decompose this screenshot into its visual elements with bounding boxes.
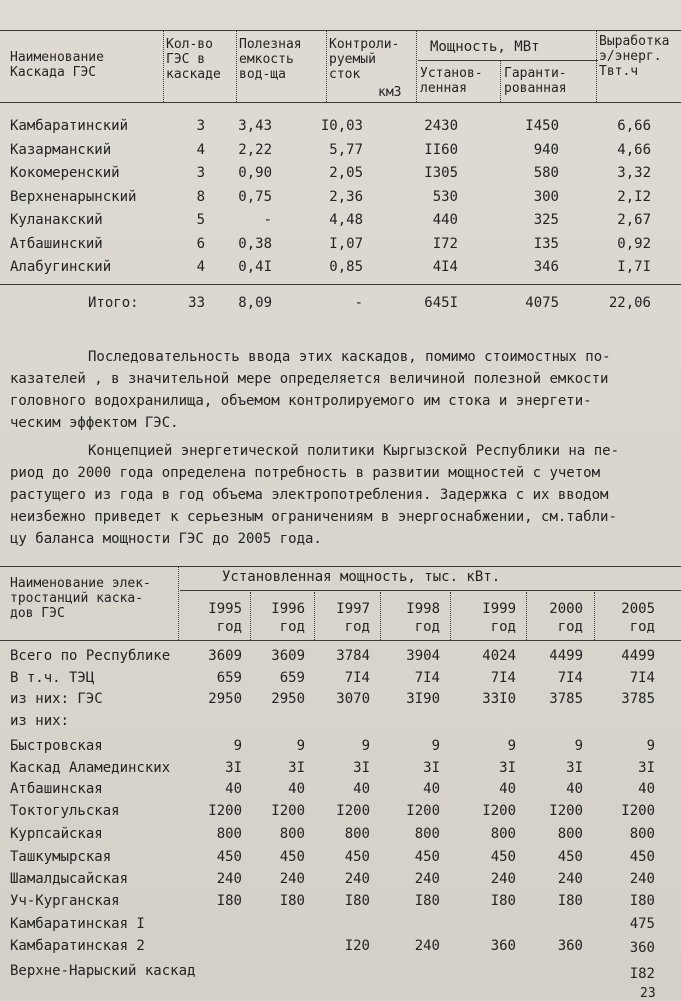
capacity-cell: 9 — [296, 738, 305, 754]
year-unit: год — [414, 619, 440, 635]
capacity-cell: 7I4 — [490, 670, 516, 686]
cell-count: 6 — [196, 236, 205, 252]
table2-col-divider — [450, 592, 451, 640]
capacity-cell: 3609 — [208, 648, 242, 664]
cell-cap: 0,4I — [238, 259, 272, 275]
capacity-cell: 450 — [216, 849, 242, 865]
cell-guar: 300 — [533, 189, 559, 205]
capacity-cell: I200 — [621, 803, 655, 819]
capacity-cell: 240 — [279, 871, 305, 887]
paragraph-2 — [10, 440, 619, 550]
capacity-cell: 3070 — [336, 691, 370, 707]
station-name: Токтогульская — [10, 803, 120, 819]
capacity-cell: 9 — [507, 738, 516, 754]
cascade-name: Алабугинский — [10, 259, 112, 275]
capacity-cell: 40 — [423, 781, 440, 797]
capacity-cell: 2950 — [271, 691, 305, 707]
cell-flow: I,07 — [329, 236, 363, 252]
capacity-cell: 40 — [566, 781, 583, 797]
capacity-cell: 475 — [629, 916, 655, 932]
station-name: Уч-Курганская — [10, 893, 120, 909]
capacity-cell: I80 — [629, 893, 655, 909]
capacity-cell: 9 — [361, 738, 370, 754]
cell-inst: II60 — [424, 142, 458, 158]
capacity-cell: 7I4 — [344, 670, 370, 686]
table1-power-rule — [418, 60, 598, 61]
cell-guar: 940 — [533, 142, 559, 158]
text-line: растущего из года в год объема электропотребления. Задержка с их вводом — [10, 487, 609, 503]
capacity-cell: 4499 — [549, 648, 583, 664]
station-name: Камбаратинская 2 — [10, 938, 145, 954]
text-line: неизбежно приведет к серьезным ограничениям в энергоснабжении, см.табли- — [10, 509, 617, 525]
cascade-name: Верхненарынский — [10, 189, 137, 205]
year-header: I996 — [271, 601, 305, 617]
cell-inst: I305 — [424, 165, 458, 181]
year-header: 2005 — [621, 601, 655, 617]
year-unit: год — [279, 619, 305, 635]
header-line: Каскада ГЭС — [10, 65, 97, 80]
capacity-cell: 450 — [557, 849, 583, 865]
cell-inst: 2430 — [424, 118, 458, 134]
cell-guar: 580 — [533, 165, 559, 181]
cell-count: 4 — [196, 142, 205, 158]
table2-group-rule — [180, 590, 681, 591]
capacity-cell: 3I — [288, 760, 305, 776]
capacity-cell: 33I0 — [482, 691, 516, 707]
capacity-cell: 3609 — [271, 648, 305, 664]
station-name: Камбаратинская I — [10, 916, 145, 932]
capacity-cell: 3784 — [336, 648, 370, 664]
capacity-cell: 240 — [216, 871, 242, 887]
capacity-cell: 9 — [574, 738, 583, 754]
cell-flow: 2,05 — [329, 165, 363, 181]
cell-flow: I0,03 — [320, 118, 363, 134]
capacity-cell: I20 — [344, 938, 370, 954]
header-line: Выработка — [599, 34, 670, 49]
capacity-cell: 240 — [344, 871, 370, 887]
table1-header-count — [166, 37, 221, 82]
capacity-cell: 4024 — [482, 648, 516, 664]
table1-header-rule — [0, 102, 681, 103]
cell-inst: I72 — [432, 236, 458, 252]
cell-count: 33 — [188, 295, 205, 311]
station-name: Атбашинская — [10, 781, 103, 797]
capacity-cell: 40 — [499, 781, 516, 797]
capacity-cell: 800 — [216, 826, 242, 842]
cell-flow: - — [354, 295, 363, 311]
cell-inst: 440 — [432, 212, 458, 228]
header-line: Кол-во — [166, 37, 213, 52]
cell-cap: 8,09 — [238, 295, 272, 311]
table1-top-rule — [0, 30, 681, 31]
cascade-name: Куланакский — [10, 212, 103, 228]
station-name: Курпсайская — [10, 826, 103, 842]
capacity-cell: 800 — [344, 826, 370, 842]
capacity-cell: 450 — [414, 849, 440, 865]
header-line: рованная — [504, 81, 567, 96]
cell-cap: 0,38 — [238, 236, 272, 252]
cell-count: 8 — [196, 189, 205, 205]
capacity-cell: 450 — [279, 849, 305, 865]
table1-header-installed — [420, 66, 483, 96]
capacity-cell: 800 — [490, 826, 516, 842]
text-line: Последовательность ввода этих каскадов, помимо стоимостных по- — [88, 349, 611, 365]
table2-col-divider — [526, 592, 527, 640]
cell-flow: 2,36 — [329, 189, 363, 205]
cascade-name: Атбашинский — [10, 236, 103, 252]
year-unit: год — [216, 619, 242, 635]
capacity-cell: 450 — [344, 849, 370, 865]
capacity-cell: I80 — [279, 893, 305, 909]
year-unit: год — [344, 619, 370, 635]
station-name: из них: — [10, 713, 70, 729]
table1-col-divider — [596, 30, 597, 102]
capacity-cell: 360 — [557, 938, 583, 954]
table1-col-divider — [236, 30, 237, 102]
year-header: I997 — [336, 601, 370, 617]
table2-col-divider — [380, 592, 381, 640]
station-name: Всего по Республике — [10, 648, 171, 664]
year-unit: год — [557, 619, 583, 635]
header-line: тростанций каска- — [10, 591, 144, 606]
capacity-cell: 3I — [225, 760, 242, 776]
cell-cap: 2,22 — [238, 142, 272, 158]
text-line: головного водохранилища, объемом контролируемого им стока и энергети- — [10, 393, 592, 409]
capacity-cell: 240 — [414, 871, 440, 887]
table2-header-name — [10, 576, 151, 621]
table1-col-divider — [500, 60, 501, 102]
capacity-cell: 3I — [353, 760, 370, 776]
capacity-cell: I80 — [344, 893, 370, 909]
capacity-cell: 800 — [279, 826, 305, 842]
capacity-cell: I200 — [482, 803, 516, 819]
table1-header-guaranteed — [504, 66, 567, 96]
header-line: Наименование элек- — [10, 576, 151, 591]
cell-inst: 530 — [432, 189, 458, 205]
table2-top-rule — [0, 566, 681, 567]
year-header: I999 — [482, 601, 516, 617]
capacity-cell: 800 — [629, 826, 655, 842]
header-line: Установ- — [420, 66, 483, 81]
cell-guar: 346 — [533, 259, 559, 275]
station-name: Ташкумырская — [10, 849, 112, 865]
header-line: ГЭС в — [166, 52, 206, 67]
cell-flow: 4,48 — [329, 212, 363, 228]
cell-guar: I450 — [525, 118, 559, 134]
capacity-cell: I200 — [208, 803, 242, 819]
station-name: Быстровская — [10, 738, 103, 754]
capacity-cell: 3I — [499, 760, 516, 776]
capacity-cell: I82 — [629, 966, 655, 982]
table2-header-group: Установленная мощность, тыс. кВт. — [222, 569, 501, 585]
table1-header-output — [599, 34, 669, 79]
header-line: руемый — [329, 52, 376, 67]
capacity-cell: 800 — [414, 826, 440, 842]
capacity-cell: 800 — [557, 826, 583, 842]
paragraph-1 — [10, 346, 611, 434]
station-name: Верхне-Нарыский каскад — [10, 963, 196, 979]
capacity-cell: 659 — [216, 670, 242, 686]
capacity-cell: 40 — [225, 781, 242, 797]
cell-out: 6,66 — [617, 118, 651, 134]
year-header: I998 — [406, 601, 440, 617]
capacity-cell: 360 — [490, 938, 516, 954]
table2-col-divider — [594, 592, 595, 640]
capacity-cell: I200 — [406, 803, 440, 819]
header-line: емкость — [239, 52, 294, 67]
capacity-cell: 3785 — [621, 691, 655, 707]
cell-inst: 4I4 — [432, 259, 458, 275]
cell-guar: I35 — [533, 236, 559, 252]
capacity-cell: I80 — [490, 893, 516, 909]
cell-count: 3 — [196, 118, 205, 134]
capacity-cell: 40 — [353, 781, 370, 797]
capacity-cell: 40 — [638, 781, 655, 797]
cascade-name: Камбаратинский — [10, 118, 129, 134]
header-line: Наименование — [10, 50, 104, 65]
capacity-cell: 240 — [557, 871, 583, 887]
capacity-cell: I200 — [271, 803, 305, 819]
header-line: сток — [329, 67, 361, 82]
table1-body-rule — [0, 284, 681, 285]
capacity-cell: 3I90 — [406, 691, 440, 707]
header-line: Контроли- — [329, 37, 400, 52]
cell-count: 5 — [196, 212, 205, 228]
header-line: ленная — [420, 81, 467, 96]
text-line: риод до 2000 года определена потребность в развитии мощностей с учетом — [10, 465, 601, 481]
capacity-cell: 659 — [279, 670, 305, 686]
cell-cap: - — [263, 212, 272, 228]
text-line: цу баланса мощности ГЭС до 2005 года. — [10, 531, 322, 547]
cell-flow: 0,85 — [329, 259, 363, 275]
capacity-cell: 240 — [629, 871, 655, 887]
capacity-cell: I200 — [336, 803, 370, 819]
cell-out: 2,67 — [617, 212, 651, 228]
year-unit: год — [490, 619, 516, 635]
table2-col-divider — [178, 566, 179, 640]
table1-header-capacity — [239, 37, 302, 82]
text-line: Концепцией энергетической политики Кыргызской Республики на пе- — [88, 443, 620, 459]
header-line: Полезная — [239, 37, 302, 52]
table1-col-divider — [163, 30, 164, 102]
capacity-cell: 2950 — [208, 691, 242, 707]
table2-col-divider — [314, 592, 315, 640]
capacity-cell: 3I — [423, 760, 440, 776]
station-name: из них: ГЭС — [10, 691, 103, 707]
capacity-cell: 450 — [629, 849, 655, 865]
table2-header-rule — [0, 640, 681, 641]
text-line: ческим эффектом ГЭС. — [10, 415, 179, 431]
cell-cap: 3,43 — [238, 118, 272, 134]
capacity-cell: 240 — [414, 938, 440, 954]
year-header: 2000 — [549, 601, 583, 617]
cascade-name: Кокомеренский — [10, 165, 120, 181]
table1-header-flow-unit: км3 — [378, 85, 402, 100]
capacity-cell: 4499 — [621, 648, 655, 664]
cell-out: 4,66 — [617, 142, 651, 158]
cell-guar: 325 — [533, 212, 559, 228]
cell-out: 2,I2 — [617, 189, 651, 205]
cell-count: 3 — [196, 165, 205, 181]
capacity-cell: 9 — [431, 738, 440, 754]
cell-inst: 645I — [424, 295, 458, 311]
header-line: вод-ща — [239, 67, 286, 82]
cell-cap: 0,75 — [238, 189, 272, 205]
year-unit: год — [629, 619, 655, 635]
text-line: казателей , в значительной мере определяется величиной полезной емкости — [10, 371, 609, 387]
cascade-name: Казарманский — [10, 142, 112, 158]
header-line: э/энерг. — [599, 49, 662, 64]
cell-flow: 5,77 — [329, 142, 363, 158]
cell-out: 0,92 — [617, 236, 651, 252]
header-line: каскаде — [166, 67, 221, 82]
station-name: В т.ч. ТЭЦ — [10, 670, 95, 686]
cell-out: I,7I — [617, 259, 651, 275]
station-name: Каскад Аламединских — [10, 760, 171, 776]
total-label: Итого: — [88, 295, 139, 311]
cell-out: 22,06 — [608, 295, 651, 311]
table2-col-divider — [250, 592, 251, 640]
capacity-cell: 7I4 — [414, 670, 440, 686]
table1-header-power: Мощность, МВт — [430, 39, 540, 55]
capacity-cell: 240 — [490, 871, 516, 887]
header-line: дов ГЭС — [10, 606, 65, 621]
capacity-cell: 7I4 — [557, 670, 583, 686]
table1-col-divider — [326, 30, 327, 102]
table1-col-divider — [416, 30, 417, 102]
cell-count: 4 — [196, 259, 205, 275]
capacity-cell: 40 — [288, 781, 305, 797]
cell-cap: 0,90 — [238, 165, 272, 181]
capacity-cell: 7I4 — [629, 670, 655, 686]
cell-out: 3,32 — [617, 165, 651, 181]
capacity-cell: I80 — [557, 893, 583, 909]
header-line: Твт.ч — [599, 64, 639, 79]
table1-header-flow — [329, 37, 399, 82]
page-number: 23 — [640, 986, 656, 1001]
header-line: Гаранти- — [504, 66, 567, 81]
capacity-cell: I200 — [549, 803, 583, 819]
capacity-cell: 360 — [629, 940, 655, 956]
capacity-cell: 3I — [638, 760, 655, 776]
capacity-cell: 3904 — [406, 648, 440, 664]
capacity-cell: 9 — [646, 738, 655, 754]
cell-guar: 4075 — [525, 295, 559, 311]
year-header: I995 — [208, 601, 242, 617]
capacity-cell: 450 — [490, 849, 516, 865]
capacity-cell: I80 — [414, 893, 440, 909]
capacity-cell: 3785 — [549, 691, 583, 707]
capacity-cell: 9 — [233, 738, 242, 754]
table1-header-name — [10, 50, 104, 80]
capacity-cell: I80 — [216, 893, 242, 909]
capacity-cell: 3I — [566, 760, 583, 776]
station-name: Шамалдысайская — [10, 871, 129, 887]
